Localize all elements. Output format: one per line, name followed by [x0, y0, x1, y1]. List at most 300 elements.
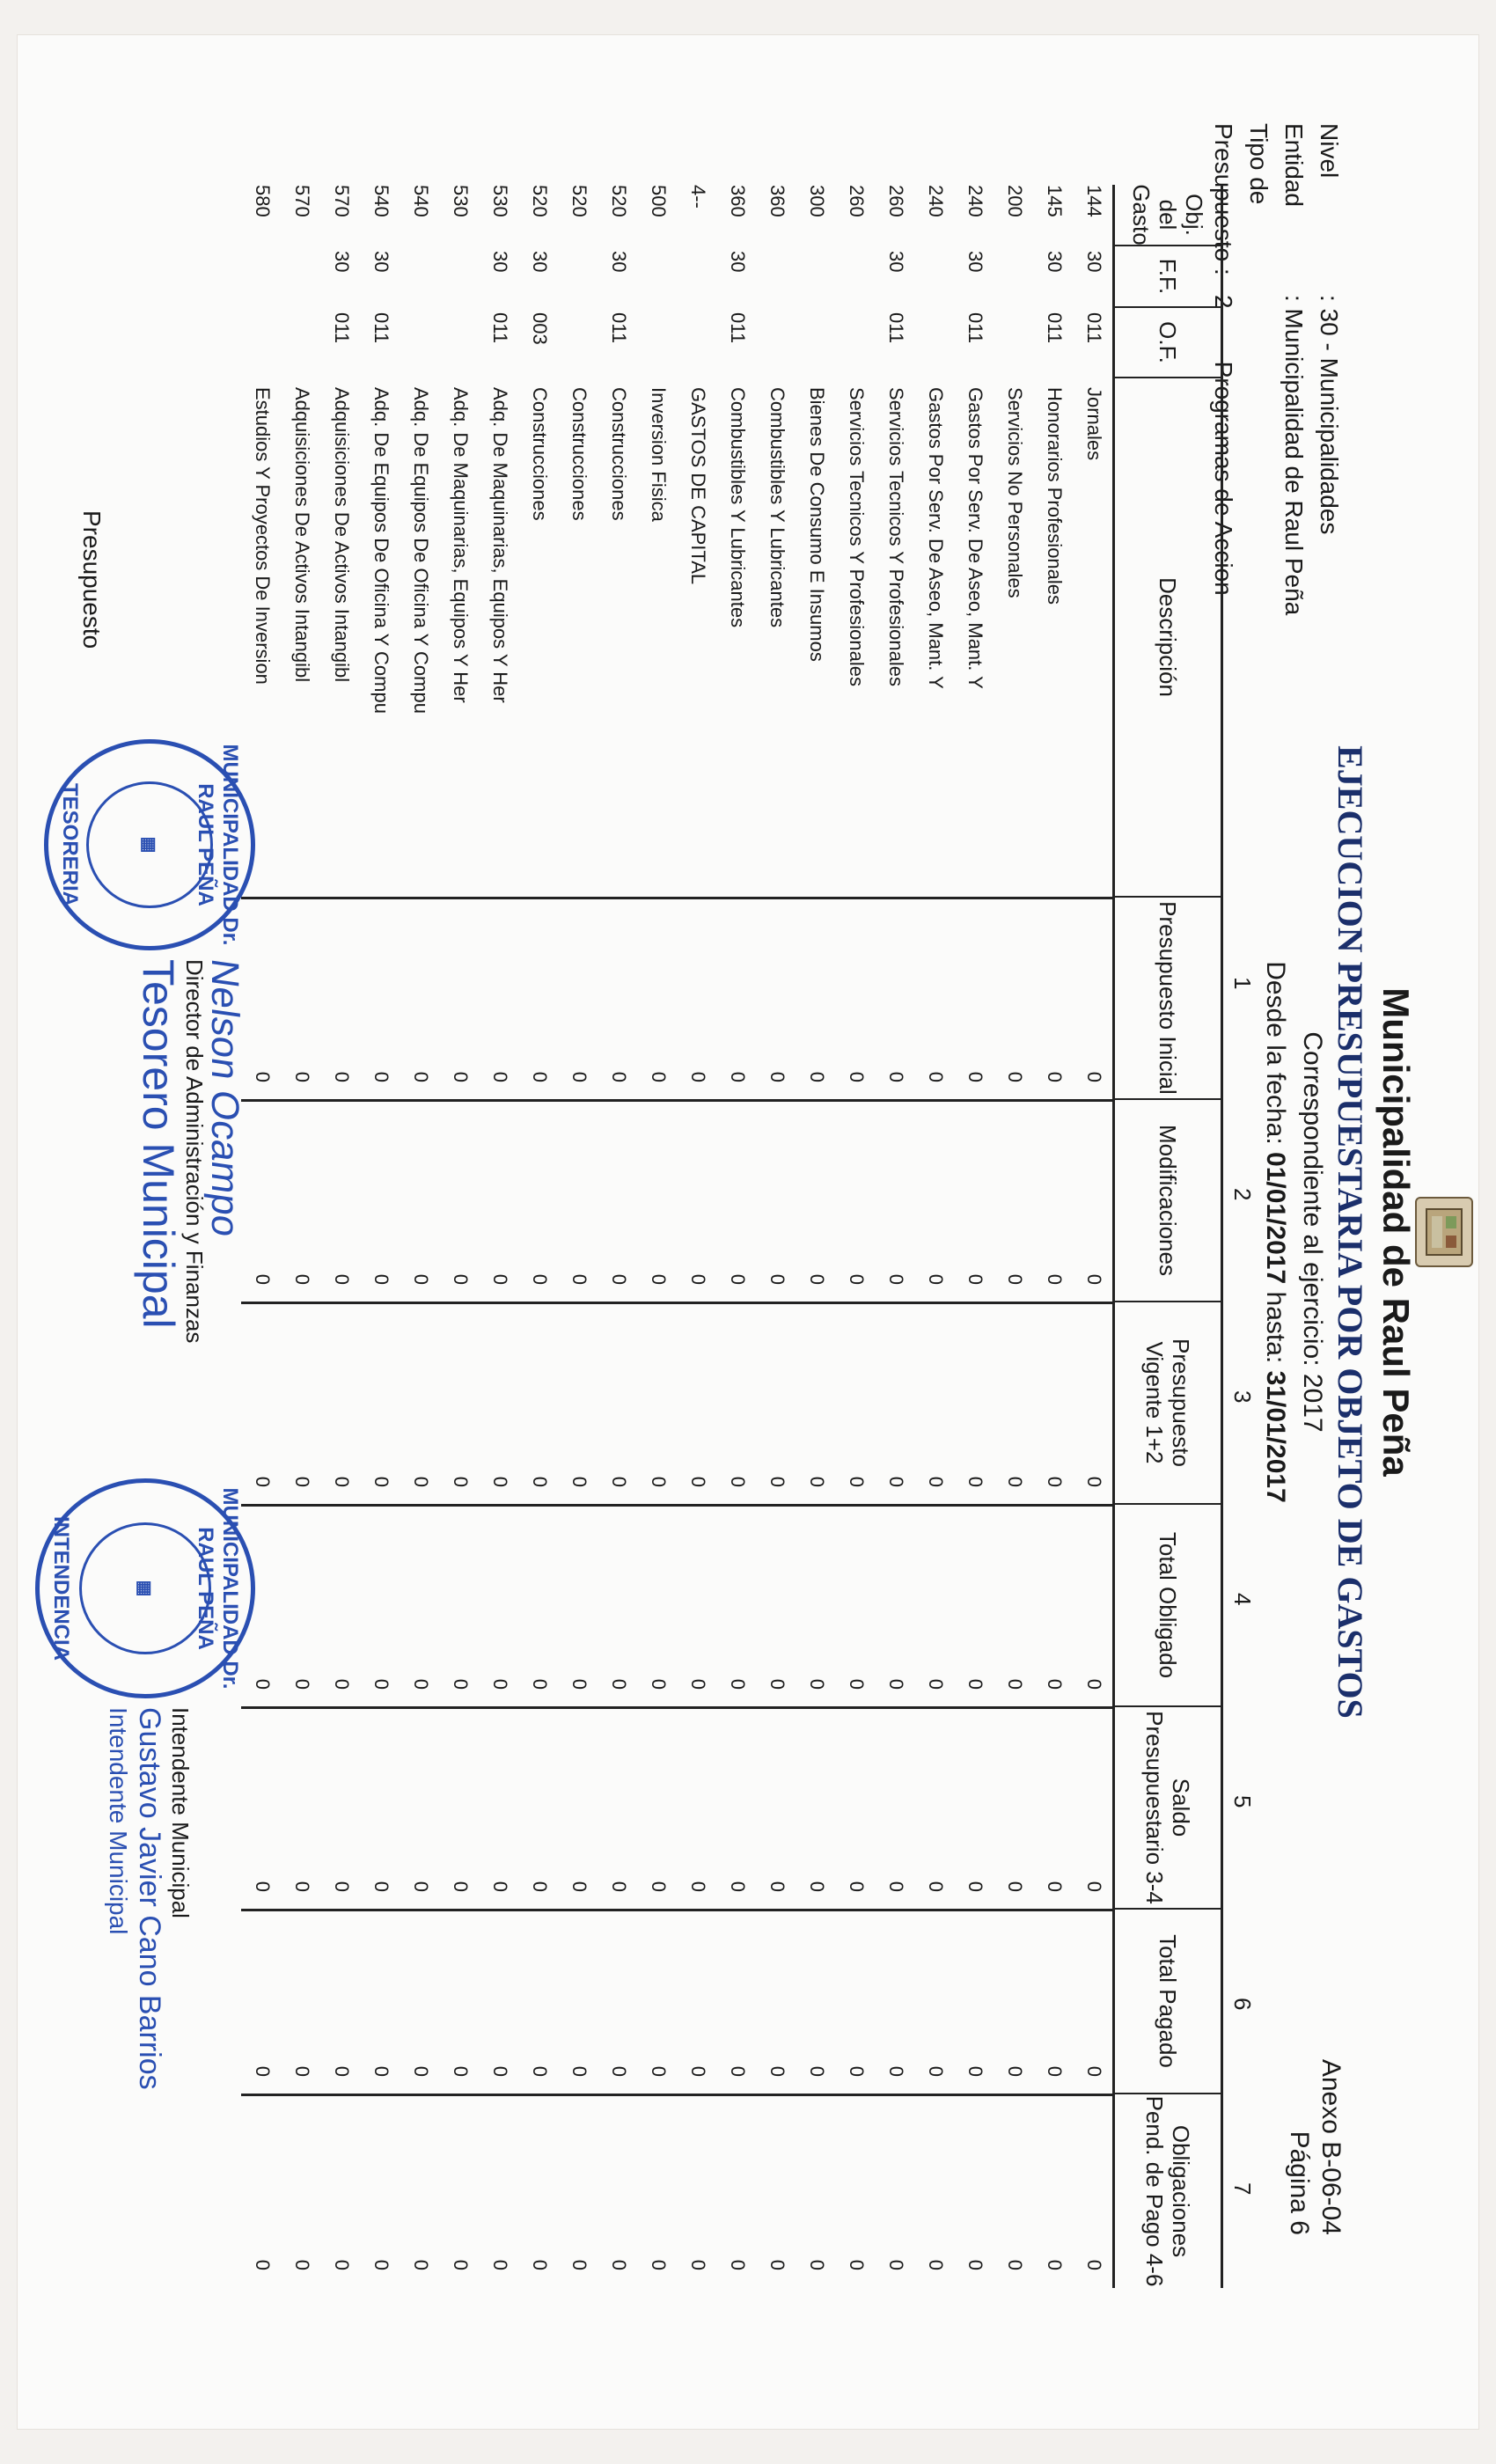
table-row	[637, 185, 677, 2288]
table-row	[914, 185, 954, 2288]
cell-value-1: 0	[1044, 1071, 1066, 1082]
cell-value-7: 0	[925, 2259, 947, 2270]
cell-value-6: 0	[291, 2065, 313, 2077]
cell-value-6: 0	[964, 2065, 986, 2077]
cell-value-5: 0	[648, 1881, 670, 1892]
cell-value-4: 0	[608, 1678, 630, 1690]
cell-value-6: 0	[1004, 2065, 1026, 2077]
cell-value-3: 0	[529, 1476, 551, 1487]
cell-value-4: 0	[687, 1678, 709, 1690]
col-vigente: Presupuesto Vigente 1+2	[1115, 1302, 1221, 1505]
cell-value-3: 0	[1004, 1476, 1026, 1487]
cell-obj: 530	[450, 185, 472, 217]
cell-ff: 30	[964, 251, 986, 273]
cell-value-6: 0	[529, 2065, 551, 2077]
cell-value-6: 0	[925, 2065, 947, 2077]
nivel-value: : 30 - Municipalidades	[1316, 295, 1343, 535]
sig1-role: Director de Administración y Finanzas	[181, 959, 208, 1344]
cell-value-6: 0	[331, 2065, 353, 2077]
cell-obj: 530	[489, 185, 511, 217]
cell-value-5: 0	[1004, 1881, 1026, 1892]
signature-intendente	[104, 1707, 194, 2200]
cell-value-6: 0	[410, 2065, 432, 2077]
cell-value-4: 0	[331, 1678, 353, 1690]
cell-obj: 520	[608, 185, 630, 217]
cell-desc: Construcciones	[529, 387, 551, 521]
cell-value-4: 0	[252, 1678, 274, 1690]
cell-desc: Bienes De Consumo E Insumos	[806, 387, 828, 662]
cell-obj: 500	[648, 185, 670, 217]
date-to: 31/01/2017	[1261, 1370, 1290, 1503]
cell-desc: Inversion Fisica	[648, 387, 670, 522]
report-subtitle: EJECUCION PRESUPUESTARIA POR OBJETO DE GASTOS	[1331, 745, 1370, 1719]
cell-value-3: 0	[964, 1476, 986, 1487]
cell-of: 011	[489, 312, 511, 344]
entidad-value: : Municipalidad de Raul Peña	[1280, 295, 1308, 616]
cell-value-5: 0	[529, 1881, 551, 1892]
cell-value-7: 0	[806, 2259, 828, 2270]
intendencia-stamp	[35, 1478, 255, 1698]
cell-obj: 360	[727, 185, 749, 217]
cell-value-3: 0	[727, 1476, 749, 1487]
table-row	[716, 185, 756, 2288]
cell-value-3: 0	[1083, 1476, 1105, 1487]
stamp1-bottom-text: TESORERIA	[58, 782, 82, 906]
stamp1-top-text: MUNICIPALIDAD Dr. RAUL PEÑA	[194, 744, 242, 946]
cell-value-3: 0	[648, 1476, 670, 1487]
table-row	[558, 185, 598, 2288]
cell-value-1: 0	[252, 1071, 274, 1082]
cell-obj: 300	[806, 185, 828, 217]
cell-value-4: 0	[410, 1678, 432, 1690]
cell-value-4: 0	[1004, 1678, 1026, 1690]
to-label: hasta:	[1261, 1291, 1290, 1364]
cell-value-6: 0	[608, 2065, 630, 2077]
cell-value-4: 0	[568, 1678, 590, 1690]
cell-value-1: 0	[687, 1071, 709, 1082]
col-obj: Obj. del Gasto	[1115, 185, 1221, 246]
cell-value-3: 0	[252, 1476, 274, 1487]
cell-desc: Adq. De Equipos De Oficina Y Compu	[410, 387, 432, 714]
cell-value-3: 0	[489, 1476, 511, 1487]
col-of: O.F.	[1115, 308, 1221, 378]
cell-obj: 260	[846, 185, 868, 217]
cell-value-2: 0	[331, 1273, 353, 1285]
cell-value-5: 0	[608, 1881, 630, 1892]
col-saldo: Saldo Presupuestario 3-4	[1115, 1707, 1221, 1910]
table-row	[835, 185, 875, 2288]
cell-value-6: 0	[806, 2065, 828, 2077]
cell-value-4: 0	[450, 1678, 472, 1690]
cell-value-1: 0	[568, 1071, 590, 1082]
cell-value-1: 0	[1004, 1071, 1026, 1082]
cell-value-6: 0	[1083, 2065, 1105, 2077]
sig1-name: Nelson Ocampo	[203, 956, 246, 1240]
cell-of: 011	[1083, 312, 1105, 344]
table-row	[1073, 185, 1112, 2288]
document-sheet	[18, 35, 1478, 2429]
table-row	[281, 185, 320, 2288]
municipal-crest-icon	[1415, 1197, 1473, 1267]
cell-value-7: 0	[331, 2259, 353, 2270]
cell-value-4: 0	[648, 1678, 670, 1690]
report-meta	[1206, 123, 1346, 615]
cell-value-2: 0	[648, 1273, 670, 1285]
cell-obj: 144	[1083, 185, 1105, 217]
report-period: Correspondiente al ejercicio: 2017	[1298, 1031, 1327, 1433]
cell-value-5: 0	[846, 1881, 868, 1892]
cell-value-1: 0	[410, 1071, 432, 1082]
cell-value-5: 0	[964, 1881, 986, 1892]
cell-value-3: 0	[766, 1476, 788, 1487]
cell-value-5: 0	[370, 1881, 392, 1892]
report-title: Municipalidad de Raul Peña	[1375, 987, 1417, 1477]
cell-value-1: 0	[450, 1071, 472, 1082]
cell-ff: 30	[1044, 251, 1066, 273]
cell-obj: 240	[964, 185, 986, 217]
cell-obj: 520	[529, 185, 551, 217]
cell-value-1: 0	[806, 1071, 828, 1082]
cell-of: 011	[727, 312, 749, 344]
cell-ff: 30	[727, 251, 749, 273]
cell-desc: Adquisiciones De Activos Intangibl	[331, 387, 353, 683]
col-pagado: Total Pagado	[1115, 1910, 1221, 2094]
column-rule	[241, 1302, 1112, 1304]
cell-ff: 30	[331, 251, 353, 273]
cell-value-6: 0	[489, 2065, 511, 2077]
cell-obj: 580	[252, 185, 274, 217]
cell-value-1: 0	[489, 1071, 511, 1082]
cell-value-1: 0	[331, 1071, 353, 1082]
cell-value-7: 0	[1083, 2259, 1105, 2270]
cell-value-4: 0	[766, 1678, 788, 1690]
col-num-5: 5	[1229, 1795, 1256, 1808]
annex-block	[1283, 2059, 1346, 2235]
cell-value-1: 0	[846, 1071, 868, 1082]
tipo-value: 2	[1210, 295, 1237, 309]
report-page	[18, 35, 1478, 2429]
cell-value-5: 0	[1083, 1881, 1105, 1892]
cell-value-2: 0	[806, 1273, 828, 1285]
column-rule	[241, 2094, 1112, 2096]
tesoreria-stamp	[44, 739, 255, 950]
col-num-2: 2	[1229, 1188, 1256, 1201]
cell-value-5: 0	[252, 1881, 274, 1892]
cell-value-7: 0	[370, 2259, 392, 2270]
range-label: Desde la fecha:	[1261, 961, 1290, 1145]
cell-desc: Estudios Y Proyectos De Inversion	[252, 387, 274, 685]
cell-obj: 570	[291, 185, 313, 217]
tipo-desc: Programas de Accion	[1210, 361, 1237, 596]
table-row	[360, 185, 400, 2288]
cell-obj: 520	[568, 185, 590, 217]
cell-value-7: 0	[568, 2259, 590, 2270]
cell-value-4: 0	[846, 1678, 868, 1690]
cell-value-7: 0	[529, 2259, 551, 2270]
col-num-1: 1	[1229, 977, 1256, 990]
cell-value-2: 0	[964, 1273, 986, 1285]
cell-value-2: 0	[370, 1273, 392, 1285]
cell-value-3: 0	[885, 1476, 907, 1487]
table-row	[320, 185, 360, 2288]
col-num-3: 3	[1229, 1390, 1256, 1404]
cell-desc: Adquisiciones De Activos Intangibl	[291, 387, 313, 683]
page-number: Página 6	[1285, 2130, 1314, 2235]
cell-value-3: 0	[608, 1476, 630, 1487]
table-row	[479, 185, 518, 2288]
sig2-role2: Intendente Municipal	[105, 1707, 132, 1935]
cell-of: 003	[529, 312, 551, 345]
col-num-7: 7	[1229, 2182, 1256, 2196]
cell-obj: 360	[766, 185, 788, 217]
cell-value-2: 0	[489, 1273, 511, 1285]
cell-value-3: 0	[450, 1476, 472, 1487]
cell-of: 011	[964, 312, 986, 344]
cell-value-7: 0	[885, 2259, 907, 2270]
cell-value-6: 0	[252, 2065, 274, 2077]
cell-value-1: 0	[1083, 1071, 1105, 1082]
cell-value-1: 0	[648, 1071, 670, 1082]
table-row	[439, 185, 479, 2288]
cell-of: 011	[331, 312, 353, 344]
cell-value-5: 0	[331, 1881, 353, 1892]
nivel-label: Nivel	[1316, 123, 1343, 179]
cell-value-2: 0	[291, 1273, 313, 1285]
entidad-label: Entidad	[1280, 123, 1308, 207]
cell-value-7: 0	[648, 2259, 670, 2270]
cell-value-4: 0	[1044, 1678, 1066, 1690]
cell-value-4: 0	[291, 1678, 313, 1690]
cell-desc: Construcciones	[608, 387, 630, 521]
cell-value-7: 0	[1044, 2259, 1066, 2270]
table-row	[756, 185, 796, 2288]
cell-value-4: 0	[1083, 1678, 1105, 1690]
cell-value-6: 0	[766, 2065, 788, 2077]
cell-value-5: 0	[1044, 1881, 1066, 1892]
cell-value-4: 0	[806, 1678, 828, 1690]
signature-tesorero	[133, 956, 246, 1452]
cell-value-2: 0	[846, 1273, 868, 1285]
cell-value-2: 0	[766, 1273, 788, 1285]
cell-of: 011	[1044, 312, 1066, 344]
table-row	[677, 185, 716, 2288]
cell-obj: 4--	[687, 185, 709, 209]
cell-value-2: 0	[1004, 1273, 1026, 1285]
cell-desc: Combustibles Y Lubricantes	[727, 387, 749, 628]
cell-value-6: 0	[727, 2065, 749, 2077]
cell-value-5: 0	[291, 1881, 313, 1892]
cell-value-7: 0	[687, 2259, 709, 2270]
cell-value-6: 0	[1044, 2065, 1066, 2077]
cell-value-7: 0	[766, 2259, 788, 2270]
cell-value-2: 0	[925, 1273, 947, 1285]
cell-value-5: 0	[925, 1881, 947, 1892]
cell-value-3: 0	[925, 1476, 947, 1487]
tipo-label: Tipo de Presupuesto :	[1210, 123, 1272, 275]
cell-value-7: 0	[1004, 2259, 1026, 2270]
cell-desc: Servicios No Personales	[1004, 387, 1026, 598]
cell-value-3: 0	[846, 1476, 868, 1487]
cell-value-5: 0	[489, 1881, 511, 1892]
column-rule	[241, 897, 1112, 899]
stamp2-top-text: MUNICIPALIDAD Dr. RAUL PEÑA	[194, 1487, 242, 1690]
col-modificaciones: Modificaciones	[1115, 1100, 1221, 1302]
cell-value-7: 0	[489, 2259, 511, 2270]
cell-of: 011	[370, 312, 392, 344]
cell-value-3: 0	[370, 1476, 392, 1487]
cell-value-5: 0	[727, 1881, 749, 1892]
cell-obj: 540	[370, 185, 392, 217]
cell-desc: Combustibles Y Lubricantes	[766, 387, 788, 628]
cell-value-2: 0	[727, 1273, 749, 1285]
cell-value-6: 0	[648, 2065, 670, 2077]
col-obligado: Total Obligado	[1115, 1505, 1221, 1707]
cell-value-2: 0	[608, 1273, 630, 1285]
cell-value-6: 0	[568, 2065, 590, 2077]
cell-value-5: 0	[766, 1881, 788, 1892]
cell-ff: 30	[1083, 251, 1105, 273]
cell-value-3: 0	[291, 1476, 313, 1487]
cell-value-5: 0	[410, 1881, 432, 1892]
table-row	[241, 185, 281, 2288]
cell-desc: GASTOS DE CAPITAL	[687, 387, 709, 585]
column-rule	[241, 1504, 1112, 1507]
cell-value-6: 0	[885, 2065, 907, 2077]
cell-obj: 540	[410, 185, 432, 217]
cell-desc: Adq. De Maquinarias, Equipos Y Her	[450, 387, 472, 703]
sig2-role: Intendente Municipal	[167, 1707, 194, 1918]
cell-desc: Gastos Por Serv. De Aseo, Mant. Y	[925, 387, 947, 689]
cell-value-4: 0	[925, 1678, 947, 1690]
cell-value-4: 0	[529, 1678, 551, 1690]
cell-value-4: 0	[370, 1678, 392, 1690]
cell-desc: Honorarios Profesionales	[1044, 387, 1066, 605]
table-row	[518, 185, 558, 2288]
cell-value-6: 0	[370, 2065, 392, 2077]
cell-value-1: 0	[925, 1071, 947, 1082]
table-row	[1033, 185, 1073, 2288]
cell-ff: 30	[370, 251, 392, 273]
cell-value-6: 0	[450, 2065, 472, 2077]
cell-value-5: 0	[568, 1881, 590, 1892]
col-pendientes: Obligaciones Pend. de Pago 4-6	[1141, 2095, 1194, 2287]
cell-value-7: 0	[608, 2259, 630, 2270]
cell-value-4: 0	[489, 1678, 511, 1690]
cell-desc: Jornales	[1083, 387, 1105, 461]
col-num-6: 6	[1229, 1998, 1256, 2011]
cell-value-1: 0	[608, 1071, 630, 1082]
cell-value-2: 0	[529, 1273, 551, 1285]
cell-obj: 145	[1044, 185, 1066, 217]
table-row	[400, 185, 439, 2288]
cell-of: 011	[608, 312, 630, 344]
col-inicial: Presupuesto Inicial	[1115, 898, 1221, 1100]
cell-value-5: 0	[885, 1881, 907, 1892]
date-from: 01/01/2017	[1261, 1152, 1290, 1285]
cell-obj: 200	[1004, 185, 1026, 217]
col-num-4: 4	[1229, 1593, 1256, 1606]
cell-value-3: 0	[1044, 1476, 1066, 1487]
cell-value-1: 0	[529, 1071, 551, 1082]
cell-value-3: 0	[687, 1476, 709, 1487]
cell-value-7: 0	[291, 2259, 313, 2270]
stamp2-bottom-text: INTENDENCIA	[49, 1515, 73, 1661]
cell-value-1: 0	[727, 1071, 749, 1082]
cell-of: 011	[885, 312, 907, 344]
column-rule	[241, 1909, 1112, 1911]
cell-value-3: 0	[806, 1476, 828, 1487]
cell-ff: 30	[529, 251, 551, 273]
cell-desc: Construcciones	[568, 387, 590, 521]
col-desc: Descripción	[1115, 378, 1221, 898]
cell-value-1: 0	[964, 1071, 986, 1082]
stamp1-crest-icon: ▦	[86, 781, 213, 908]
cell-ff: 30	[885, 251, 907, 273]
cell-value-7: 0	[846, 2259, 868, 2270]
stamp2-crest-icon: ▦	[79, 1522, 211, 1654]
cell-desc: Adq. De Maquinarias, Equipos Y Her	[489, 387, 511, 703]
cell-value-5: 0	[806, 1881, 828, 1892]
cell-value-2: 0	[1044, 1273, 1066, 1285]
cell-obj: 260	[885, 185, 907, 217]
cell-value-1: 0	[370, 1071, 392, 1082]
cell-value-4: 0	[964, 1678, 986, 1690]
cell-value-4: 0	[885, 1678, 907, 1690]
cell-desc: Adq. De Equipos De Oficina Y Compu	[370, 387, 392, 714]
cell-desc: Gastos Por Serv. De Aseo, Mant. Y	[964, 387, 986, 689]
cell-value-2: 0	[252, 1273, 274, 1285]
col-ff: F.F.	[1115, 246, 1221, 308]
cell-value-3: 0	[410, 1476, 432, 1487]
cell-value-6: 0	[846, 2065, 868, 2077]
cell-value-5: 0	[450, 1881, 472, 1892]
cell-obj: 570	[331, 185, 353, 217]
table-row	[994, 185, 1033, 2288]
cell-value-2: 0	[1083, 1273, 1105, 1285]
cell-value-1: 0	[766, 1071, 788, 1082]
table-row	[954, 185, 994, 2288]
cell-value-2: 0	[450, 1273, 472, 1285]
table-row	[875, 185, 914, 2288]
cell-obj: 240	[925, 185, 947, 217]
cell-value-2: 0	[687, 1273, 709, 1285]
cell-ff: 30	[489, 251, 511, 273]
cell-value-2: 0	[410, 1273, 432, 1285]
cell-value-7: 0	[252, 2259, 274, 2270]
cell-value-1: 0	[291, 1071, 313, 1082]
sig1-role2: Tesorero Municipal	[134, 959, 183, 1329]
column-rule	[241, 1706, 1112, 1709]
cell-value-7: 0	[727, 2259, 749, 2270]
cell-value-5: 0	[687, 1881, 709, 1892]
column-rule	[241, 1099, 1112, 1102]
table-row	[796, 185, 835, 2288]
table-row	[598, 185, 637, 2288]
cell-value-4: 0	[727, 1678, 749, 1690]
annex-code: Anexo B-06-04	[1316, 2058, 1346, 2235]
cell-desc: Servicios Tecnicos Y Profesionales	[885, 387, 907, 686]
cell-value-7: 0	[450, 2259, 472, 2270]
cell-value-3: 0	[331, 1476, 353, 1487]
cell-value-6: 0	[687, 2065, 709, 2077]
cell-value-1: 0	[885, 1071, 907, 1082]
table-body	[241, 185, 1112, 2288]
footer-presupuesto: Presupuesto	[78, 510, 106, 649]
cell-desc: Servicios Tecnicos Y Profesionales	[846, 387, 868, 686]
cell-ff: 30	[608, 251, 630, 273]
cell-value-3: 0	[568, 1476, 590, 1487]
cell-value-2: 0	[885, 1273, 907, 1285]
